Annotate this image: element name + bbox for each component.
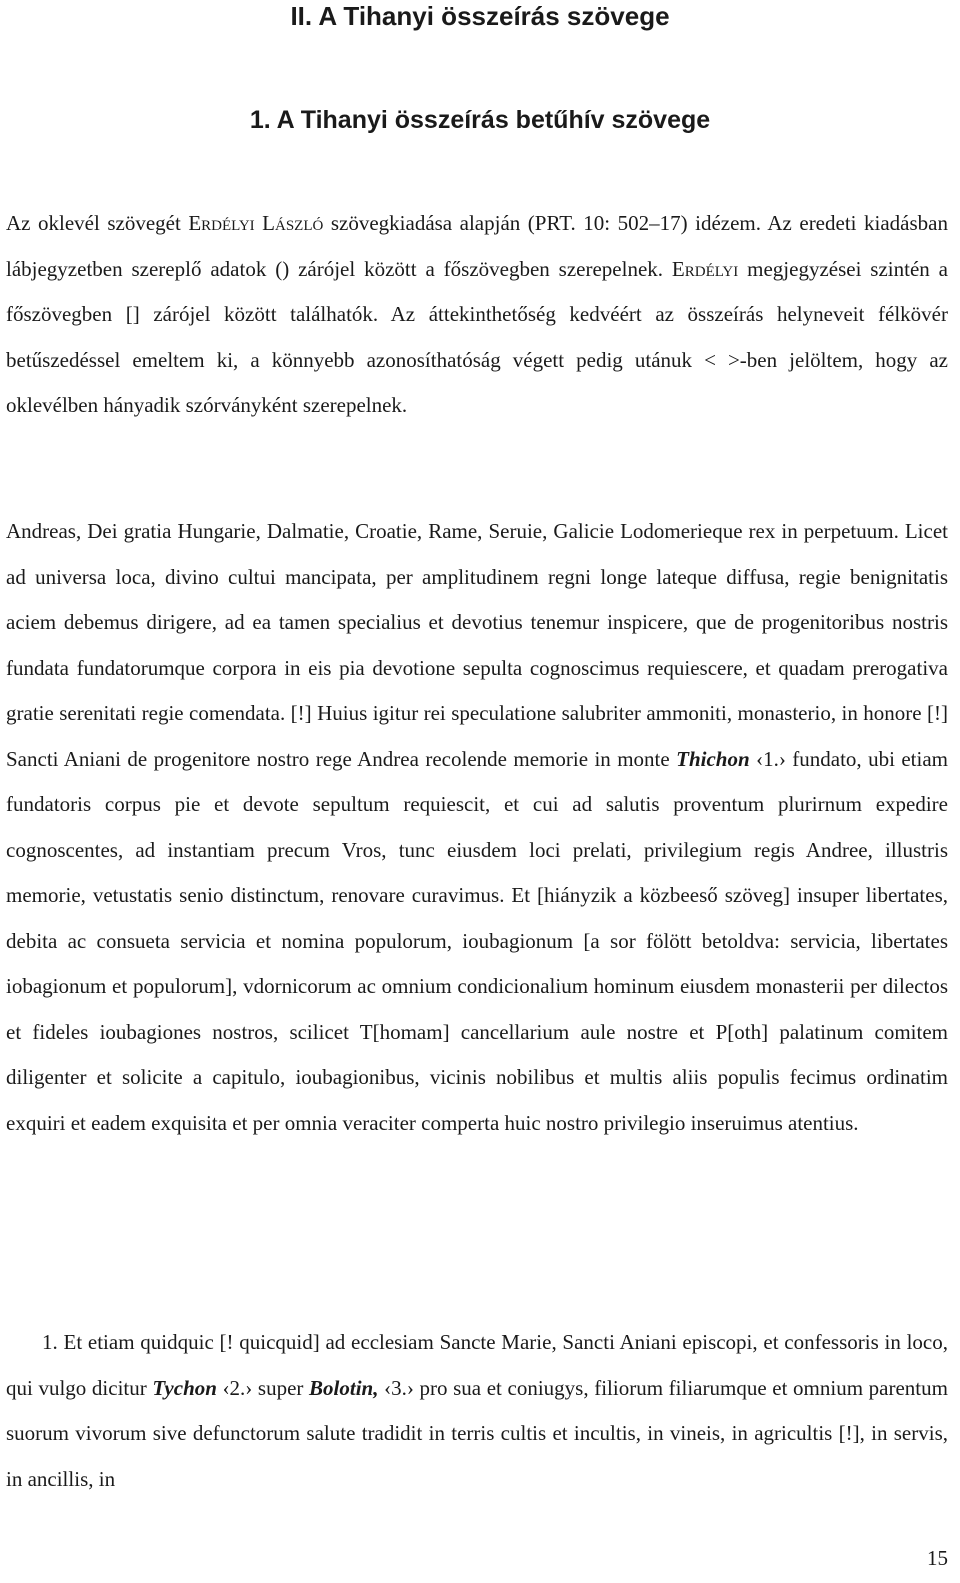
page-number: 15 <box>927 1546 948 1570</box>
intro-paragraph <box>6 201 948 429</box>
item-1-paragraph <box>6 1320 948 1502</box>
author-surname-smallcaps: Erdélyi <box>671 256 739 281</box>
item1-text-3: ‹3.› pro sua et coniugys, filiorum filiarumque et omnium parentum suorum vivorum sive defunctorum salute tradidit in terris cultis et incultis, in vineis, in agricultis [!], in servis, in ancillis, in <box>6 1375 948 1491</box>
intro-text-2: szövegkiadása alapján (PRT. 10: 502–17) idézem. Az eredeti kiadásban lábjegyzetben szereplő adatok () zárójel között a főszövegben szerepelnek. <box>6 211 948 281</box>
latin-text-1: Andreas, Dei gratia Hungarie, Dalmatie, Croatie, Rame, Seruie, Galicie Lodomerieque rex in perpetuum. Licet ad universa loca, divino cultui mancipata, per amplitudinem regni longe lateque diffusa, regie benignitatis aciem debemus dirigere, ad ea tamen specialius et devotius tenemur inspicere, que de progenitoribus nostris fundata fundatorumque corpora in eis pia devotione sepulta cognoscimus requiescere, et quadam prerogativa gratie serenitati regie comendata. [!] Huius igitur rei speculatione salubriter ammoniti, monasterio, in honore [!] Sancti Aniani de progenitore nostro rege Andrea recolende memorie in monte <box>6 519 948 771</box>
place-name-bolotin: Bolotin, <box>309 1375 379 1400</box>
chapter-title: II. A Tihanyi összeírás szövege <box>290 1 670 31</box>
place-name-tychon: Tychon <box>152 1375 217 1400</box>
intro-text-1: Az oklevél szövegét <box>6 211 189 235</box>
author-name-smallcaps: Erdélyi László <box>188 211 324 235</box>
latin-charter-paragraph <box>6 509 948 1146</box>
item1-text-1: 1. Et etiam quidquic [! quicquid] ad ecclesiam Sancte Marie, Sancti Aniani episcopi, et confessoris in loco, qui vulgo dicitur <box>6 1330 948 1400</box>
latin-text-2: ‹1.› fundato, ubi etiam fundatoris corpus pie et devote sepultum requiescit, et cui ad salutis proventum plurirnum expedire cognoscentes, ad instantiam precum Vros, tunc eiusdem loci prelati, privilegium regis Andree, illustris memorie, vetustatis senio distinctum, renovare curavimus. Et [hiányzik a közbeeső szöveg] insuper libertates, debita ac consueta servicia et nomina populorum, ioubagionum [a sor fölött betoldva: servicia, libertates iobagionum et populorum], vdornicorum ac omnium condicionalium hominum eiusdem monasterii per dilectos et fideles ioubagiones nostros, scilicet T[homam] cancellarium aule nostre et P[oth] palatinum comitem diligenter et solicite a capitulo, ioubagionibus, vicinis nobilibus et multis aliis populis fecimus ordinatim exquiri et eadem exquisita et per omnia veraciter comperta huic nostro privilegio inseruimus atentius. <box>6 746 948 1135</box>
item1-text-2: ‹2.› super <box>216 1375 310 1400</box>
place-name-thichon: Thichon <box>676 746 750 771</box>
section-title: 1. A Tihanyi összeírás betűhív szövege <box>249 106 711 134</box>
intro-text-3: megjegyzései szintén a főszövegben [] zárójel között találhatók. Az áttekinthetőség kedvéért az összeírás helyneveit félkövér betűszedéssel emeltem ki, a könnyebb azonosíthatóság végett pedig utánuk < >-ben jelöltem, hogy az oklevélben hányadik szórványként szerepelnek. <box>6 256 948 417</box>
